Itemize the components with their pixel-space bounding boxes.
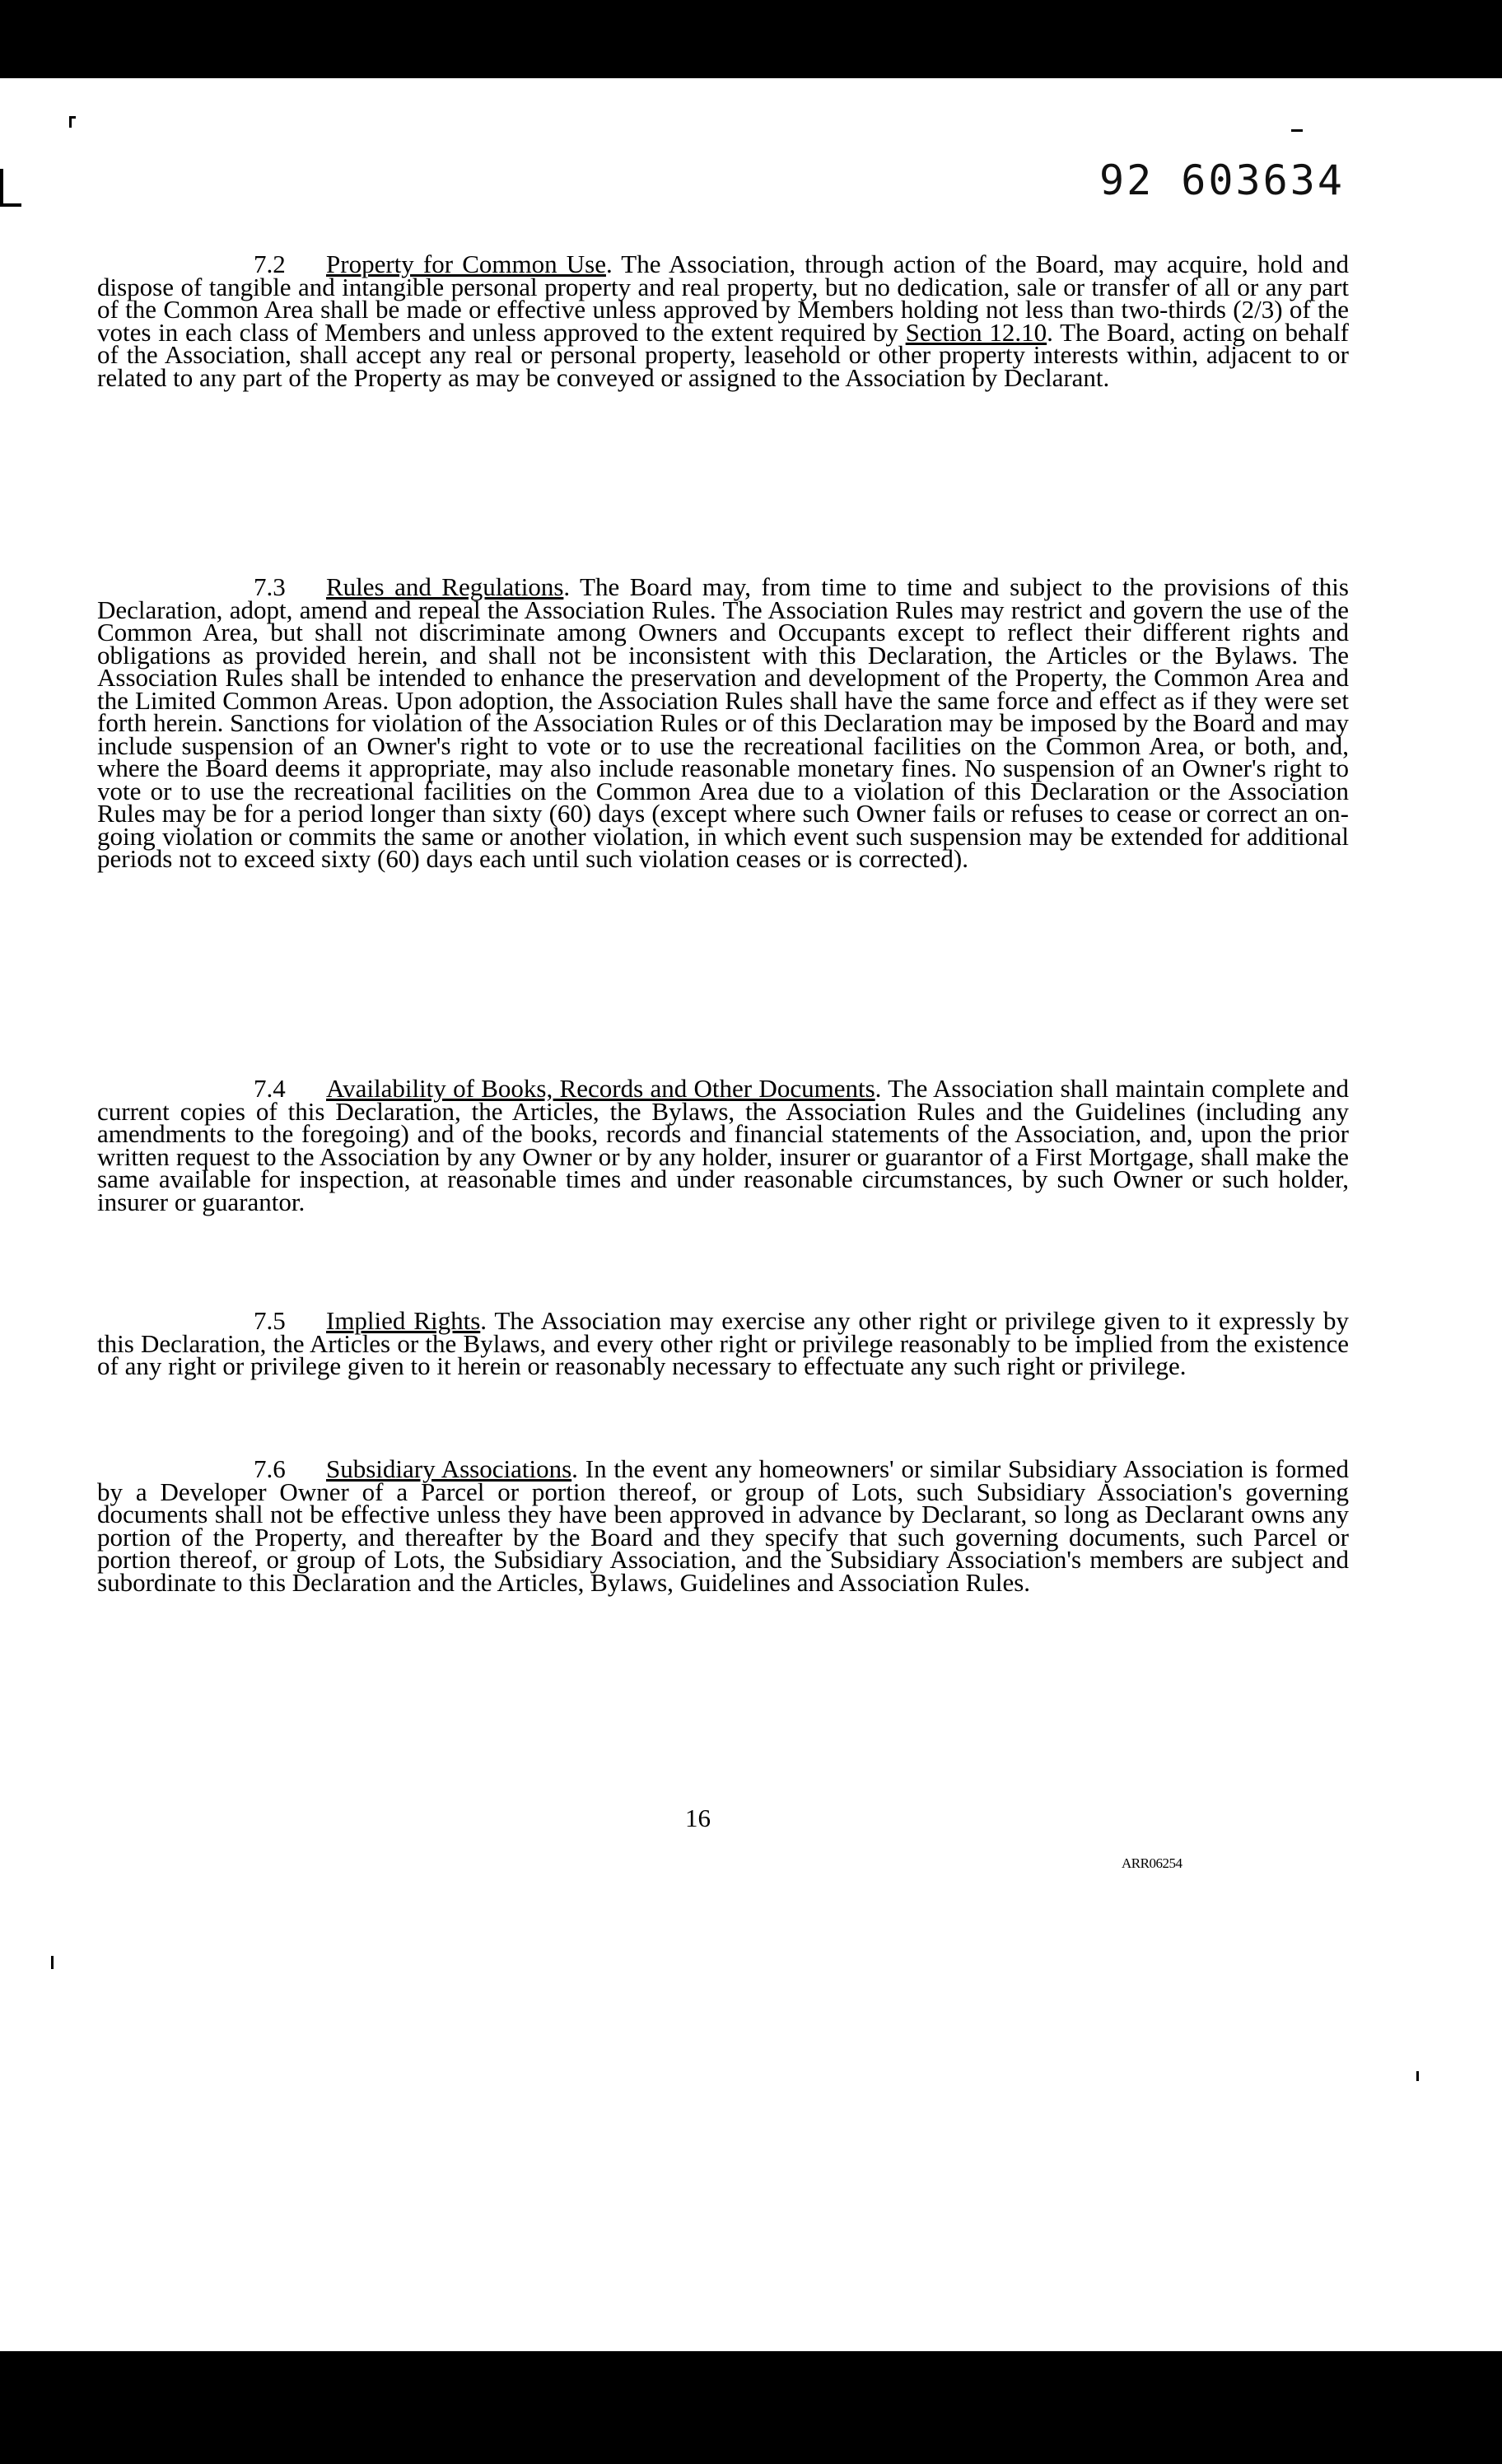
section-7-2 [97, 250, 1349, 392]
section-number: 7.6 [254, 1454, 286, 1483]
document-number: 92 603634 [1099, 156, 1345, 204]
section-body: . In the event any homeowners' or similar Subsidiary Association is formed by a Developer Owner of a Parcel or portion thereof, or group of Lots, such Subsidiary Association's governing documents shall not be effective unless they have been approved in advance by Declarant, so long as Declarant owns any portion of the Property, and thereafter by the Board and they specify that such governing documents, such Parcel or portion thereof, or group of Lots, the Subsidiary Association, and the Subsidiary Association's members are subject and subordinate to this Declaration and the Articles, Bylaws, Guidelines and Association Rules. [97, 1454, 1349, 1597]
section-number: 7.4 [254, 1074, 286, 1103]
section-7-5 [97, 1306, 1349, 1380]
scan-speck [1416, 2071, 1419, 2081]
section-number: 7.3 [254, 572, 286, 601]
document-page [0, 78, 1502, 2351]
section-number: 7.2 [254, 250, 286, 278]
section-heading: Property for Common Use [326, 250, 606, 278]
section-heading: Subsidiary Associations [326, 1454, 572, 1483]
section-number: 7.5 [254, 1306, 286, 1335]
page-number: 16 [685, 1804, 711, 1832]
section-body-continued: . The Board, acting on behalf of the Association, shall accept any real or personal property, leasehold or other property interests within, adjacent to or related to any part of the Property as may be conveyed or assigned to the Association by Declarant. [97, 317, 1349, 392]
section-7-6 [97, 1454, 1349, 1597]
section-heading: Implied Rights [326, 1306, 481, 1335]
section-heading: Availability of Books, Records and Other Documents [326, 1074, 875, 1103]
section-reference: Section 12.10 [905, 317, 1047, 347]
section-7-3 [97, 572, 1349, 873]
scan-border-bottom [0, 2351, 1502, 2464]
section-body: . The Association shall maintain complete and current copies of this Declaration, the Articles, the Bylaws, the Association Rules and the Guidelines (including any amendments to the foregoing) and of the books, records and financial statements of the Association, and, upon the prior written request to the Association by any Owner or by any holder, insurer or guarantor of a First Mortgage, shall make the same available for inspection, at reasonable times and under reasonable circumstances, by such Owner or such holder, insurer or guarantor. [97, 1074, 1349, 1216]
bates-number: ARR06254 [1122, 1855, 1182, 1871]
section-body: . The Association, through action of the Board, may acquire, hold and dispose of tangible and intangible personal property and real property, but no dedication, sale or transfer of all or any part of the Common Area shall be made or effective unless approved by Members holding not less than two-thirds (2/3) of the votes in each class of Members and unless approved to the extent required by [97, 250, 1349, 347]
scan-speck [51, 1956, 54, 1969]
scan-edge-mark [0, 169, 21, 207]
section-body: . The Board may, from time to time and subject to the provisions of this Declaration, adopt, amend and repeal the Association Rules. The Association Rules may restrict and govern the use of the Common Area, but shall not discriminate among Owners and Occupants except to reflect their different rights and obligations as provided herein, and shall not be inconsistent with this Declaration, the Articles or the Bylaws. The Association Rules shall be intended to enhance the preservation and development of the Property, the Common Area and the Limited Common Areas. Upon adoption, the Association Rules shall have the same force and effect as if they were set forth herein. Sanctions for violation of the Association Rules or of this Declaration may be imposed by the Board and may include suspension of an Owner's right to vote or to use the recreational facilities on the Common Area, or both, and, where the Board deems it appropriate, may also include reasonable monetary fines. No suspension of an Owner's right to vote or to use the recreational facilities on the Common Area due to a violation of this Declaration or the Association Rules may be for a period longer than sixty (60) days (except where such Owner fails or refuses to cease or correct an on-going violation or commits the same or another violation, in which event such suspension may be extended for additional periods not to exceed sixty (60) days each until such violation ceases or is corrected). [97, 572, 1349, 873]
scan-border-top [0, 0, 1502, 78]
section-7-4 [97, 1074, 1349, 1216]
section-body: . The Association may exercise any other right or privilege given to it expressly by this Declaration, the Articles or the Bylaws, and every other right or privilege reasonably to be implied from the existence of any right or privilege given to it herein or reasonably necessary to effectuate any such right or privilege. [97, 1306, 1349, 1380]
section-heading: Rules and Regulations [326, 572, 564, 601]
scan-speck [69, 116, 72, 128]
scan-speck [1291, 129, 1303, 132]
